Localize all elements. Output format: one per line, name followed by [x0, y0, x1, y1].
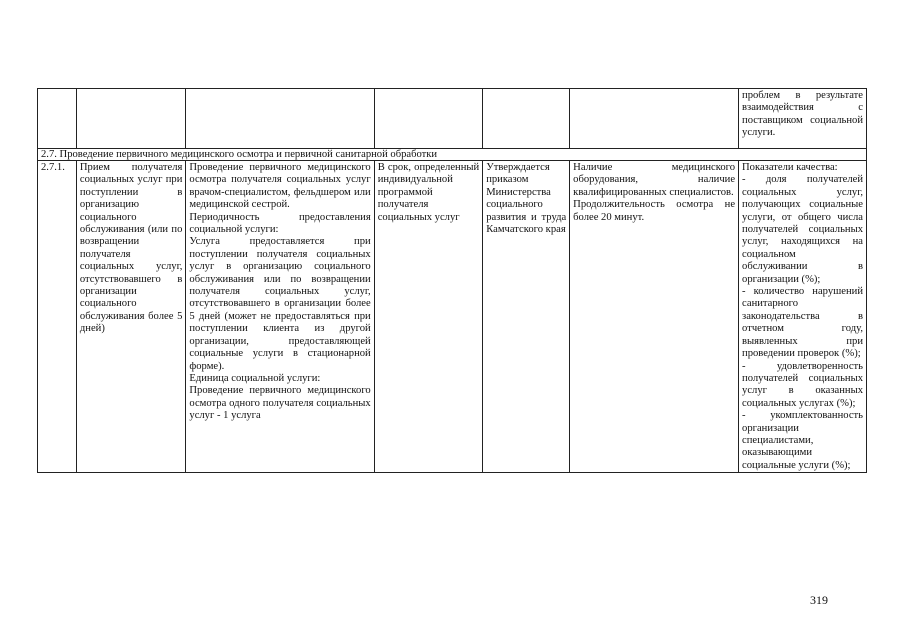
description-paragraph: Проведение первичного медицинского осмотра получателя социальных услуг врачом-специалистом, фельдшером или медицинской сестрой. [189, 162, 371, 211]
description-paragraph: Единица социальной услуги: [189, 372, 321, 384]
cell-number: 2.7.1. [38, 161, 77, 473]
cell-empty [186, 89, 374, 149]
cell-empty [76, 89, 186, 149]
services-table [37, 88, 867, 473]
quality-paragraph: Показатели качества: [742, 162, 838, 173]
page-number: 319 [810, 593, 828, 607]
description-paragraph: Услуга предоставляется при поступлении получателя социальных услуг в организацию социального обслуживания или по возвращении получателя социальных услуг, отсутствовавшего в организации более 5 дней (может не предоставляться при поступлении клиента из другой организации, предоставляющей социальные услуги в стационарной форме). [189, 236, 371, 372]
description-paragraph: Проведение первичного медицинского осмотра одного получателя социальных услуг - 1 услуга [189, 385, 371, 422]
conditions-paragraph: Продолжительность осмотра не более 20 минут. [573, 199, 736, 223]
cell-quality [739, 161, 867, 473]
table-row-continued [38, 89, 867, 149]
cell-conditions [570, 161, 739, 473]
cell-service-description [186, 161, 374, 473]
quality-paragraph: - укомплектованность организации специалистами, оказывающими социальные услуги (%); [742, 410, 863, 471]
conditions-paragraph: Наличие медицинского оборудования, наличие квалифицированных специалистов. [573, 162, 736, 198]
cell-empty [570, 89, 739, 149]
cell-tariff: Утверждается приказом Министерства социального развития и труда Камчатского края [483, 161, 570, 473]
quality-paragraph: - доля получателей социальных услуг, получающих социальные услуги, от общего числа получателей социальных услуг, находящихся на социальном обслуживании в организации (%); [742, 174, 863, 285]
section-title: 2.7. Проведение первичного медицинского осмотра и первичной санитарной обработки [38, 149, 867, 161]
cell-empty [374, 89, 482, 149]
cell-empty [483, 89, 570, 149]
section-row [38, 149, 867, 161]
cell-service-name: Прием получателя социальных услуг при поступлении в организацию социального обслуживания (или по возвращении получателя социальных услуг, отсутствовавшего в организации социального обслуживания более 5 дней) [76, 161, 186, 473]
cell-term: В срок, определенный индивидуальной программой получателя социальных услуг [374, 161, 482, 473]
cell-quality-continued: проблем в результате взаимодействия с поставщиком социальной услуги. [739, 89, 867, 149]
quality-paragraph: - количество нарушений санитарного законодательства в отчетном году, выявленных при проведении проверок (%); [742, 286, 863, 360]
cell-empty [38, 89, 77, 149]
description-paragraph: Периодичность предоставления социальной услуги: [189, 211, 371, 236]
quality-paragraph: - удовлетворенность получателей социальных услуг в оказанных социальных услугах (%); [742, 360, 863, 409]
table-row [38, 161, 867, 473]
